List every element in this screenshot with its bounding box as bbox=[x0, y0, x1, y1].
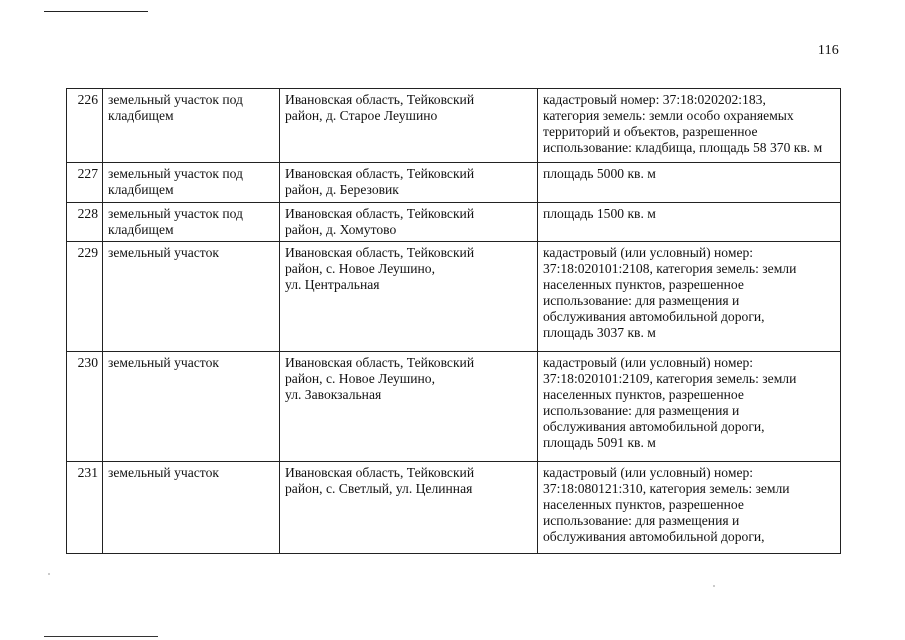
object-address bbox=[280, 163, 538, 203]
object-name-line: кладбищем bbox=[108, 108, 174, 123]
scan-speck bbox=[713, 585, 715, 587]
object-description bbox=[538, 163, 841, 203]
address-line: район, д. Старое Леушино bbox=[285, 108, 438, 123]
object-description bbox=[538, 242, 841, 352]
table-row bbox=[67, 89, 841, 163]
object-description bbox=[538, 352, 841, 462]
address-line: ул. Завокзальная bbox=[285, 387, 382, 402]
address-line: район, д. Березовик bbox=[285, 182, 399, 197]
description-line: кадастровый (или условный) номер: bbox=[543, 245, 754, 260]
object-name bbox=[103, 163, 280, 203]
header-rule bbox=[44, 11, 148, 12]
description-line: обслуживания автомобильной дороги, bbox=[543, 529, 765, 544]
address-line: ул. Центральная bbox=[285, 277, 380, 292]
object-description bbox=[538, 89, 841, 163]
object-address bbox=[280, 462, 538, 554]
object-name-line: земельный участок bbox=[108, 245, 219, 260]
object-name-line: земельный участок под bbox=[108, 206, 243, 221]
address-line: район, с. Новое Леушино, bbox=[285, 371, 435, 386]
object-address bbox=[280, 203, 538, 242]
table-row bbox=[67, 352, 841, 462]
table-row bbox=[67, 242, 841, 352]
description-line: использование: кладбища, площадь 58 370 кв. м bbox=[543, 140, 823, 155]
address-line: Ивановская область, Тейковский bbox=[285, 166, 475, 181]
row-number: 228 bbox=[67, 203, 103, 242]
object-name bbox=[103, 352, 280, 462]
page-number: 116 bbox=[817, 43, 839, 58]
address-line: район, д. Хомутово bbox=[285, 222, 397, 237]
description-line: площадь 5000 кв. м bbox=[543, 166, 656, 181]
object-address bbox=[280, 89, 538, 163]
row-number: 227 bbox=[67, 163, 103, 203]
description-line: площадь 5091 кв. м bbox=[543, 435, 656, 450]
description-line: 37:18:020101:2108, категория земель: земли bbox=[543, 261, 797, 276]
address-line: Ивановская область, Тейковский bbox=[285, 355, 475, 370]
object-description bbox=[538, 203, 841, 242]
description-line: категория земель: земли особо охраняемых bbox=[543, 108, 794, 123]
footer-rule bbox=[44, 636, 158, 637]
description-line: площадь 3037 кв. м bbox=[543, 325, 656, 340]
description-line: кадастровый (или условный) номер: bbox=[543, 465, 754, 480]
object-name-line: земельный участок под bbox=[108, 92, 243, 107]
row-number: 230 bbox=[67, 352, 103, 462]
address-line: Ивановская область, Тейковский bbox=[285, 245, 475, 260]
description-line: использование: для размещения и bbox=[543, 403, 740, 418]
description-line: кадастровый (или условный) номер: bbox=[543, 355, 754, 370]
description-line: обслуживания автомобильной дороги, bbox=[543, 309, 765, 324]
address-line: Ивановская область, Тейковский bbox=[285, 92, 475, 107]
row-number: 226 bbox=[67, 89, 103, 163]
object-address bbox=[280, 352, 538, 462]
table-row bbox=[67, 462, 841, 554]
row-number: 231 bbox=[67, 462, 103, 554]
address-line: Ивановская область, Тейковский bbox=[285, 206, 475, 221]
description-line: использование: для размещения и bbox=[543, 513, 740, 528]
description-line: территорий и объектов, разрешенное bbox=[543, 124, 758, 139]
description-line: 37:18:080121:310, категория земель: земли bbox=[543, 481, 790, 496]
address-line: район, с. Светлый, ул. Целинная bbox=[285, 481, 473, 496]
object-name bbox=[103, 462, 280, 554]
object-name bbox=[103, 89, 280, 163]
object-description bbox=[538, 462, 841, 554]
table-row bbox=[67, 163, 841, 203]
description-line: населенных пунктов, разрешенное bbox=[543, 497, 744, 512]
description-line: населенных пунктов, разрешенное bbox=[543, 277, 744, 292]
scan-speck bbox=[48, 573, 50, 575]
object-name-line: земельный участок bbox=[108, 465, 219, 480]
object-name bbox=[103, 242, 280, 352]
description-line: кадастровый номер: 37:18:020202:183, bbox=[543, 92, 766, 107]
property-registry-table bbox=[66, 88, 841, 554]
row-number: 229 bbox=[67, 242, 103, 352]
object-name-line: кладбищем bbox=[108, 182, 174, 197]
description-line: 37:18:020101:2109, категория земель: земли bbox=[543, 371, 797, 386]
description-line: обслуживания автомобильной дороги, bbox=[543, 419, 765, 434]
description-line: использование: для размещения и bbox=[543, 293, 740, 308]
description-line: населенных пунктов, разрешенное bbox=[543, 387, 744, 402]
object-address bbox=[280, 242, 538, 352]
object-name-line: кладбищем bbox=[108, 222, 174, 237]
address-line: район, с. Новое Леушино, bbox=[285, 261, 435, 276]
object-name-line: земельный участок под bbox=[108, 166, 243, 181]
object-name bbox=[103, 203, 280, 242]
object-name-line: земельный участок bbox=[108, 355, 219, 370]
address-line: Ивановская область, Тейковский bbox=[285, 465, 475, 480]
description-line: площадь 1500 кв. м bbox=[543, 206, 656, 221]
table-row bbox=[67, 203, 841, 242]
